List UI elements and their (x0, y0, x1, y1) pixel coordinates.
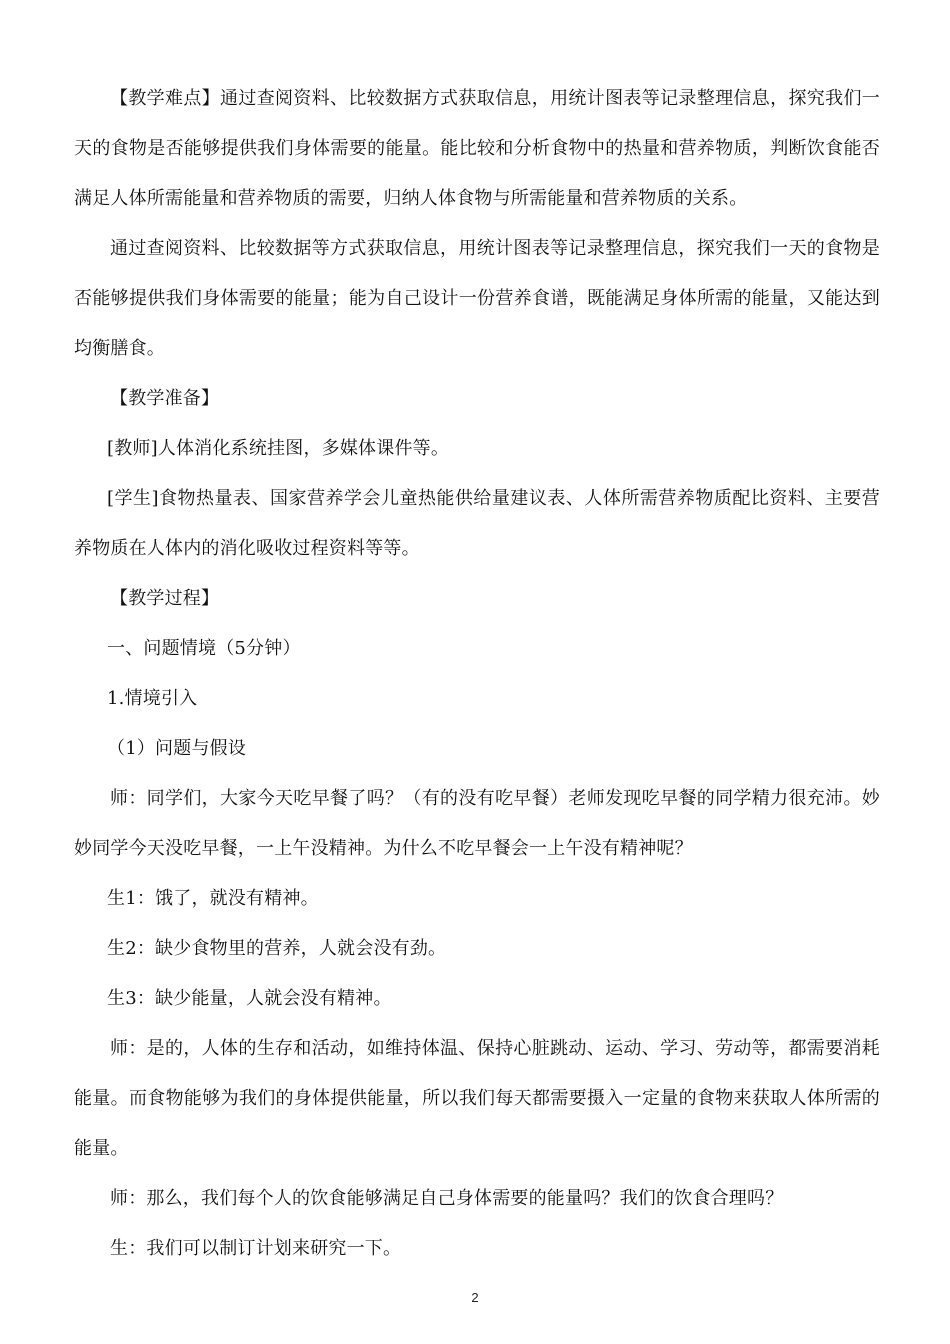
paragraph-teaching-difficulty: 【教学难点】通过查阅资料、比较数据方式获取信息，用统计图表等记录整理信息，探究我们一天的食物是否能够提供我们身体需要的能量。能比较和分析食物中的热量和营养物质，判断饮食能否满足人体所需能量和营养物质的需要，归纳人体食物与所需能量和营养物质的关系。 (74, 88, 880, 209)
heading-teaching-process: 【教学过程】 (110, 588, 220, 609)
heading-teaching-preparation: 【教学准备】 (110, 388, 220, 409)
paragraph-inquiry-goal: 通过查阅资料、比较数据等方式获取信息，用统计图表等记录整理信息，探究我们一天的食物是否能够提供我们身体需要的能量；能为自己设计一份营养食谱，既能满足身体所需的能量，又能达到均衡膳食。 (74, 238, 880, 359)
paragraph-student-materials: [学生]食物热量表、国家营养学会儿童热能供给量建议表、人体所需营养物质配比资料、主要营养物质在人体内的消化吸收过程资料等等。 (74, 488, 880, 559)
paragraph-teacher-materials: [教师]人体消化系统挂图，多媒体课件等。 (107, 438, 450, 459)
paragraph-student-plan: 生：我们可以制订计划来研究一下。 (110, 1238, 402, 1259)
page-number: 2 (471, 1290, 479, 1305)
subheading-question-hypothesis: （1）问题与假设 (107, 738, 247, 759)
paragraph-teacher-energy-explanation: 师：是的，人体的生存和活动，如维持体温、保持心脏跳动、运动、学习、劳动等，都需要消耗能量。而食物能够为我们的身体提供能量，所以我们每天都需要摄入一定量的食物来获取人体所需的能量。 (74, 1038, 880, 1159)
subheading-situation-introduction: 1.情境引入 (107, 688, 198, 709)
paragraph-student-answer-2: 生2：缺少食物里的营养，人就会没有劲。 (107, 938, 447, 959)
paragraph-student-answer-3: 生3：缺少能量，人就会没有精神。 (107, 988, 392, 1009)
paragraph-teacher-question-breakfast: 师：同学们，大家今天吃早餐了吗？（有的没有吃早餐）老师发现吃早餐的同学精力很充沛。妙妙同学今天没吃早餐，一上午没精神。为什么不吃早餐会一上午没有精神呢？ (74, 788, 880, 859)
paragraph-teacher-diet-question: 师：那么，我们每个人的饮食能够满足自己身体需要的能量吗？我们的饮食合理吗？ (110, 1188, 784, 1209)
section-heading-problem-situation: 一、问题情境（5分钟） (107, 638, 301, 659)
paragraph-student-answer-1: 生1：饿了，就没有精神。 (107, 888, 319, 909)
